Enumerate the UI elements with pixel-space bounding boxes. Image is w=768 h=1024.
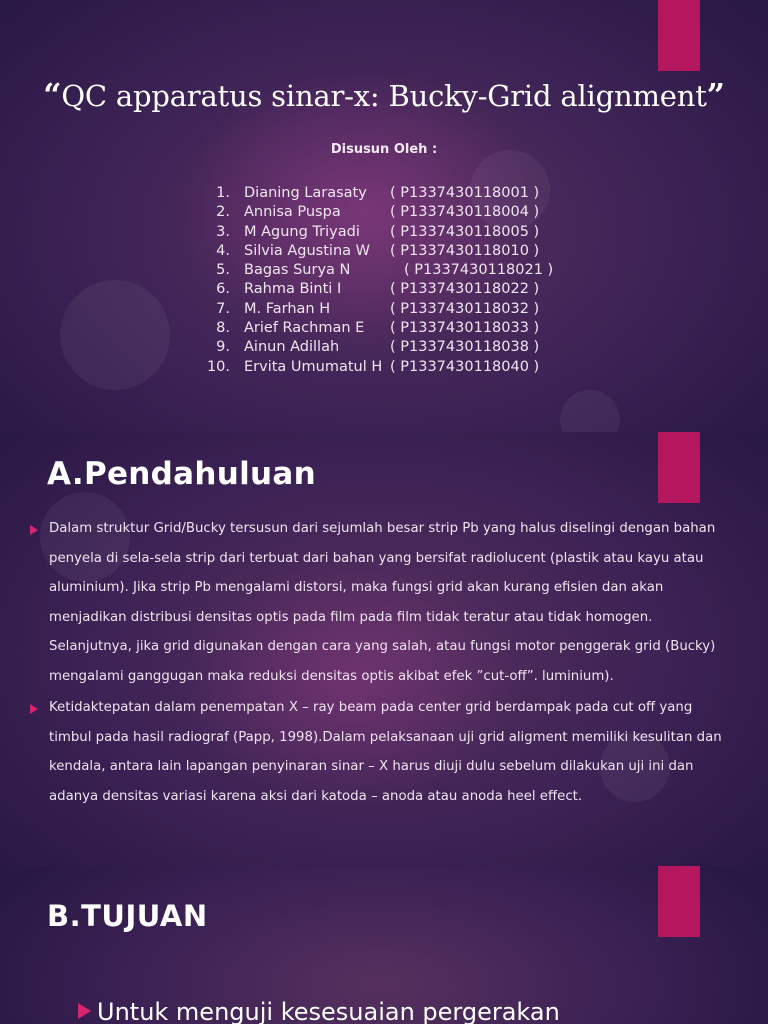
- author-nim: ( P1337430118038 ): [390, 339, 540, 356]
- author-number: 1.: [216, 185, 230, 201]
- author-number: 5.: [216, 262, 230, 279]
- author-item: [196, 280, 576, 299]
- bullet-item: [78, 998, 560, 1024]
- bullet-text: Ketidaktepatan dalam penempatan X – ray beam pada center grid berdampak pada cut off yang timbul pada hasil radiograf (Papp, 1998).Dalam pelaksanaan uji grid aligment memiliki kesulitan dan kendala, antara lain lapangan penyinaran sinar – X harus diuji dulu sebelum dilakukan uji ini dan adanya densitas variasi karena aksi dari katoda – anoda atau anoda heel effect.: [49, 700, 722, 804]
- author-item: [196, 358, 576, 377]
- author-number: 7.: [216, 300, 230, 317]
- presentation-title: [0, 76, 768, 114]
- bullet-list: [30, 514, 730, 813]
- title-close-quote: ”: [706, 76, 725, 114]
- accent-bar: [658, 432, 700, 503]
- slide-pendahuluan: [0, 432, 768, 866]
- accent-bar: [658, 0, 700, 71]
- slide-title: [0, 0, 768, 432]
- author-item: [196, 261, 576, 280]
- author-nim: ( P1337430118021 ): [404, 262, 554, 279]
- accent-bar: [658, 866, 700, 937]
- section-heading: B.TUJUAN: [47, 899, 208, 933]
- author-name: Annisa Puspa: [244, 204, 341, 221]
- author-number: 2.: [216, 204, 230, 221]
- author-item: [196, 300, 576, 319]
- bullet-list: [78, 998, 560, 1024]
- author-name: Ervita Umumatul H: [244, 358, 383, 375]
- author-nim: ( P1337430118001 ): [390, 185, 540, 201]
- author-nim: ( P1337430118004 ): [390, 204, 540, 221]
- author-item: [196, 203, 576, 222]
- author-name: Rahma Binti I: [244, 281, 342, 298]
- author-item: [196, 184, 576, 203]
- author-nim: ( P1337430118022 ): [390, 281, 540, 298]
- bokeh-decoration: [60, 280, 170, 390]
- slide-tujuan: [0, 866, 768, 1024]
- author-nim: ( P1337430118010 ): [390, 242, 540, 259]
- author-nim: ( P1337430118005 ): [390, 223, 540, 240]
- author-item: [196, 319, 576, 338]
- author-item: [196, 242, 576, 261]
- author-name: M. Farhan H: [244, 300, 331, 317]
- bullet-arrow-icon: [30, 704, 38, 714]
- author-item: [196, 223, 576, 242]
- author-number: 8.: [216, 320, 230, 337]
- author-number: 3.: [216, 223, 230, 240]
- author-name: Ainun Adillah: [244, 339, 340, 356]
- author-number: 6.: [216, 281, 230, 298]
- author-name: M Agung Triyadi: [244, 223, 360, 240]
- bullet-arrow-icon: [30, 525, 38, 535]
- section-heading: A.Pendahuluan: [47, 456, 316, 492]
- author-nim: ( P1337430118040 ): [390, 358, 540, 375]
- author-name: Arief Rachman E: [244, 320, 365, 337]
- author-label: Disusun Oleh :: [330, 142, 438, 157]
- author-number: 9.: [216, 339, 230, 356]
- author-name: Dianing Larasaty: [244, 185, 367, 201]
- bullet-arrow-icon: [78, 1003, 91, 1019]
- bullet-text: Dalam struktur Grid/Bucky tersusun dari sejumlah besar strip Pb yang halus diselingi dengan bahan penyela di sela-sela strip dari terbuat dari bahan yang bersifat radiolucent (plastik atau kayu atau aluminium). Jika strip Pb mengalami distorsi, maka fungsi grid akan kurang efisien dan akan menjadikan distribusi densitas optis pada film pada film tidak teratur atau tidak homogen. Selanjutnya, jika grid digunakan dengan cara yang salah, atau fungsi motor penggerak grid (Bucky) mengalami ganggugan maka reduksi densitas optis akibat efek ”cut-off”. luminium).: [49, 521, 716, 684]
- title-text: QC apparatus sinar-x: Bucky-Grid alignment: [61, 79, 707, 113]
- author-list: [196, 184, 576, 377]
- title-open-quote: “: [43, 76, 62, 114]
- bullet-item: [30, 693, 730, 811]
- author-number: 10.: [206, 358, 230, 375]
- author-nim: ( P1337430118032 ): [390, 300, 540, 317]
- author-number: 4.: [216, 242, 230, 259]
- bullet-text: Untuk menguji kesesuaian pergerakan: [97, 998, 560, 1024]
- author-name: Bagas Surya N: [244, 262, 351, 279]
- author-item: [196, 338, 576, 357]
- bokeh-decoration: [560, 390, 620, 432]
- author-name: Silvia Agustina W: [244, 242, 370, 259]
- author-nim: ( P1337430118033 ): [390, 320, 540, 337]
- bullet-item: [30, 514, 730, 691]
